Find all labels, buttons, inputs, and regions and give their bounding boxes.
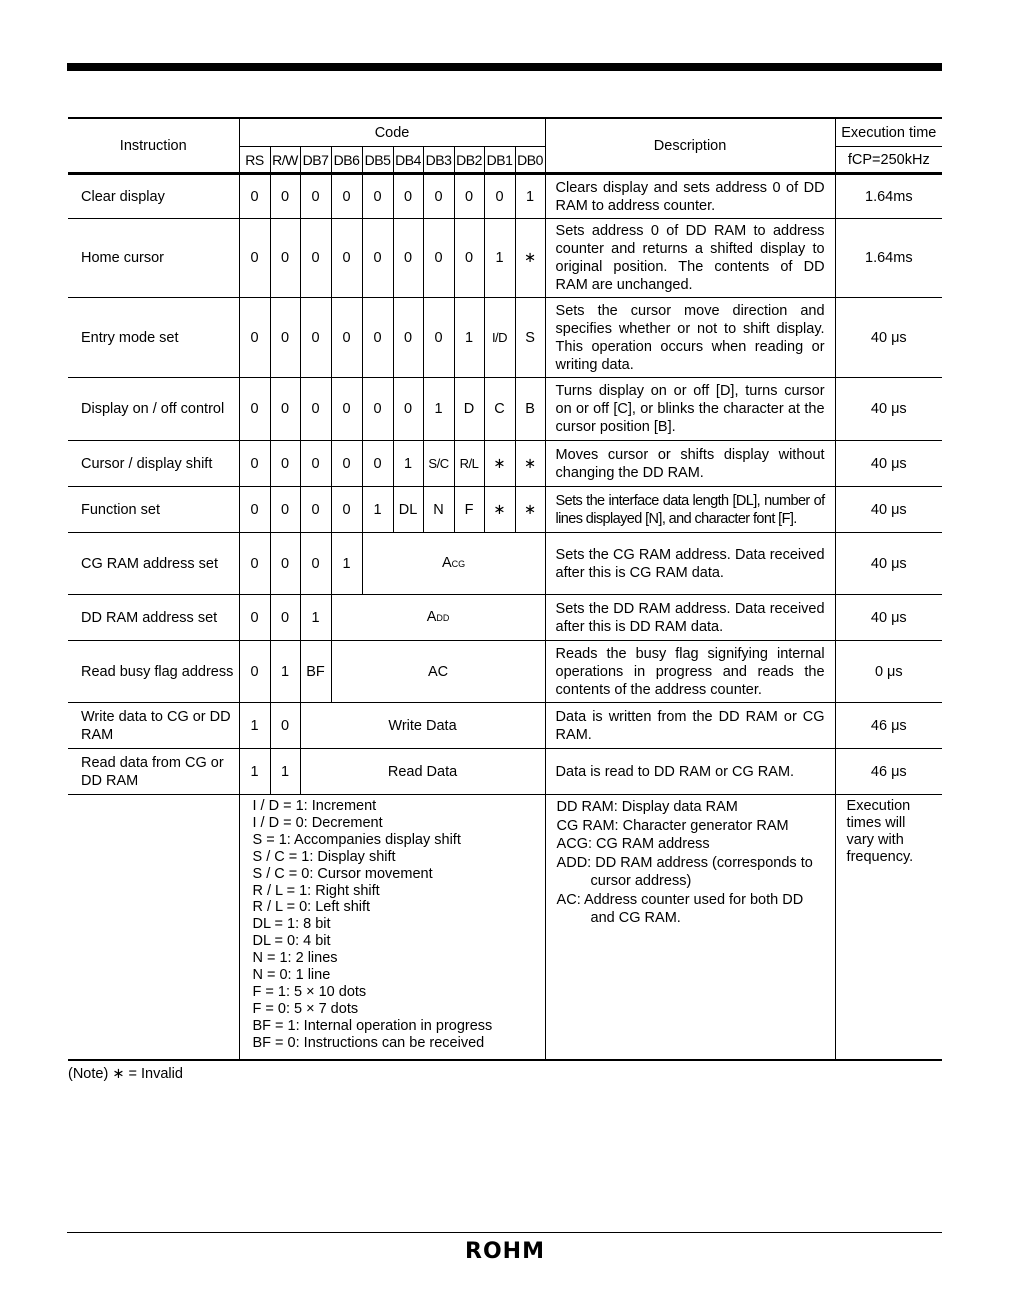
code-legend-item: F = 1: 5 × 10 dots: [252, 983, 367, 1000]
legend-ddram: DD RAM: Display data RAM: [556, 799, 738, 815]
code-legend-item: R / L = 0: Left shift: [252, 899, 371, 916]
execution-time: 40 μs: [835, 441, 942, 487]
legend-blank: [68, 795, 239, 1060]
instruction-description: Clears display and sets address 0 of DD RAM to address counter.: [545, 174, 835, 219]
code-bit: 0: [239, 441, 270, 487]
code-span-field: AC: [331, 641, 545, 703]
bottom-rule: [67, 1232, 942, 1233]
header-execution-time: Execution time: [835, 118, 942, 147]
execution-time: 40 μs: [835, 378, 942, 441]
code-bit: 0: [331, 298, 362, 378]
code-bit: 0: [270, 378, 300, 441]
instruction-name: DD RAM address set: [68, 595, 239, 641]
span-main: A: [426, 609, 437, 625]
code-bit: 1: [454, 298, 484, 378]
code-bit: BF: [300, 641, 331, 703]
instruction-name: Function set: [68, 487, 239, 533]
code-bit: 0: [393, 298, 423, 378]
bit-header-db4: DB4: [393, 147, 423, 174]
code-bit: 1: [300, 595, 331, 641]
code-bit: F: [454, 487, 484, 533]
code-bit: 0: [331, 487, 362, 533]
code-bit: 0: [239, 378, 270, 441]
code-bit: ∗: [515, 441, 545, 487]
code-bit: 0: [239, 595, 270, 641]
code-bit: 0: [270, 595, 300, 641]
instruction-description: Sets the interface data length [DL], number of lines displayed [N], and character font [F].: [545, 487, 835, 533]
code-legend-item: S = 1: Accompanies display shift: [252, 831, 461, 848]
code-legend-item: R / L = 1: Right shift: [252, 882, 380, 899]
code-bit: R/L: [454, 441, 484, 487]
code-legend-item: S / C = 1: Display shift: [252, 848, 396, 865]
description-legend: [545, 795, 835, 1060]
code-legend-item: I / D = 0: Decrement: [252, 814, 383, 831]
code-bit: 0: [239, 487, 270, 533]
code-bit: 0: [270, 219, 300, 298]
code-bit: 0: [484, 174, 515, 219]
code-bit: 0: [300, 487, 331, 533]
description-legend-list: [546, 795, 835, 928]
code-bit: S: [515, 298, 545, 378]
code-bit: DL: [393, 487, 423, 533]
code-bit: N: [423, 487, 454, 533]
code-legend-item: N = 0: 1 line: [252, 967, 331, 984]
table-row: [68, 441, 942, 487]
code-bit: 0: [423, 219, 454, 298]
span-subscript: CG: [451, 559, 466, 569]
legend-add: ADD: DD RAM address (corresponds to: [556, 854, 813, 871]
execution-time: 40 μs: [835, 533, 942, 595]
code-bit: D: [454, 378, 484, 441]
code-bit: 0: [393, 378, 423, 441]
code-bit: 0: [423, 298, 454, 378]
code-bit: 1: [270, 749, 300, 795]
instruction-description: Sets the cursor move direction and specifies whether or not to shift display. This operation occurs when reading or writing data.: [545, 298, 835, 378]
code-bit: ∗: [484, 441, 515, 487]
code-bit: 0: [239, 533, 270, 595]
top-rule: [67, 63, 942, 71]
code-bit: 0: [454, 219, 484, 298]
code-bit: 1: [393, 441, 423, 487]
instruction-name: CG RAM address set: [68, 533, 239, 595]
code-bit: 0: [362, 378, 393, 441]
code-bit: 0: [270, 174, 300, 219]
instruction-table: [68, 117, 942, 1061]
header-description: Description: [545, 118, 835, 174]
code-span-field: [331, 595, 545, 641]
span-main: A: [441, 555, 452, 571]
execution-time: 40 μs: [835, 298, 942, 378]
rohm-logo: [456, 1239, 554, 1265]
table-row: [68, 378, 942, 441]
code-span-field: Read Data: [300, 749, 545, 795]
code-bit: 0: [270, 487, 300, 533]
instruction-name: Home cursor: [68, 219, 239, 298]
instruction-description: Moves cursor or shifts display without changing the DD RAM.: [545, 441, 835, 487]
table-row: [68, 595, 942, 641]
code-bit: 1: [331, 533, 362, 595]
legend-add-cont: cursor address): [590, 873, 692, 889]
code-legend-item: I / D = 1: Increment: [252, 798, 377, 814]
code-bit: 0: [300, 219, 331, 298]
code-bit: 1: [239, 703, 270, 749]
code-legend-item: F = 0: 5 × 7 dots: [252, 1000, 359, 1017]
execution-time: 1.64ms: [835, 219, 942, 298]
execution-legend-text: Execution times will vary with frequency.: [846, 798, 914, 865]
instruction-name: Read data from CG or DD RAM: [68, 749, 239, 795]
code-bit: 0: [239, 298, 270, 378]
legend-ac-cont: and CG RAM.: [590, 910, 681, 926]
table-row: [68, 641, 942, 703]
table-row: [68, 703, 942, 749]
table-row: [68, 298, 942, 378]
header-code: Code: [239, 118, 545, 147]
table-row: [68, 219, 942, 298]
code-bit: 0: [331, 378, 362, 441]
instruction-description: Data is read to DD RAM or CG RAM.: [545, 749, 835, 795]
code-bit: I/D: [484, 298, 515, 378]
legend-row: [68, 795, 942, 1060]
code-legend-item: DL = 0: 4 bit: [252, 933, 331, 950]
code-bit: 0: [239, 219, 270, 298]
code-legend-item: N = 1: 2 lines: [252, 950, 338, 967]
logo-text: ROHM: [465, 1239, 545, 1264]
code-bit: B: [515, 378, 545, 441]
table-row: [68, 487, 942, 533]
instruction-description: Turns display on or off [D], turns cursor on or off [C], or blinks the character at the cursor position [B].: [545, 378, 835, 441]
code-bit: S/C: [423, 441, 454, 487]
code-bit: 0: [270, 533, 300, 595]
code-bit: 0: [300, 441, 331, 487]
bit-header-rs: RS: [239, 147, 270, 174]
bit-header-rw: R/W: [270, 147, 300, 174]
code-span-field: [362, 533, 545, 595]
bit-header-db2: DB2: [454, 147, 484, 174]
instruction-description: Data is written from the DD RAM or CG RAM.: [545, 703, 835, 749]
code-bit: ∗: [484, 487, 515, 533]
table-row: [68, 533, 942, 595]
code-bit: ∗: [515, 487, 545, 533]
bit-header-db3: DB3: [423, 147, 454, 174]
code-bit: 1: [239, 749, 270, 795]
code-bit: 0: [239, 641, 270, 703]
code-bit: ∗: [515, 219, 545, 298]
code-bit: 0: [331, 441, 362, 487]
code-bit: 0: [270, 298, 300, 378]
bit-header-db1: DB1: [484, 147, 515, 174]
code-bit: 0: [331, 174, 362, 219]
execution-time: 46 μs: [835, 703, 942, 749]
instruction-description: Sets the DD RAM address. Data received after this is DD RAM data.: [545, 595, 835, 641]
instruction-description: Sets the CG RAM address. Data received after this is CG RAM data.: [545, 533, 835, 595]
execution-time: 1.64ms: [835, 174, 942, 219]
bit-header-db5: DB5: [362, 147, 393, 174]
bit-header-db0: DB0: [515, 147, 545, 174]
bit-header-db7: DB7: [300, 147, 331, 174]
code-bit: 0: [239, 174, 270, 219]
freq-text: fCP=250kHz: [847, 151, 930, 168]
execution-time: 0 μs: [835, 641, 942, 703]
code-bit: 0: [300, 533, 331, 595]
code-legend-item: DL = 1: 8 bit: [252, 916, 331, 933]
code-bit: 1: [362, 487, 393, 533]
code-bit: 0: [270, 703, 300, 749]
code-bit: 0: [454, 174, 484, 219]
header-frequency: [835, 147, 942, 174]
instruction-name: Display on / off control: [68, 378, 239, 441]
code-legend-list: [240, 795, 545, 1052]
code-bit: 0: [423, 174, 454, 219]
code-bit: 0: [393, 174, 423, 219]
span-subscript: DD: [436, 613, 450, 623]
code-bit: 0: [362, 298, 393, 378]
instruction-name: Clear display: [68, 174, 239, 219]
code-legend-item: BF = 0: Instructions can be received: [252, 1034, 485, 1051]
code-legend-item: BF = 1: Internal operation in progress: [252, 1017, 493, 1034]
code-bit: 1: [270, 641, 300, 703]
execution-time: 46 μs: [835, 749, 942, 795]
code-bit: 0: [300, 298, 331, 378]
instruction-description: Sets address 0 of DD RAM to address counter and returns a shifted display to original position. The contents of DD RAM are unchanged.: [545, 219, 835, 298]
execution-time: 40 μs: [835, 595, 942, 641]
code-bit: 1: [484, 219, 515, 298]
code-legend-item: S / C = 0: Cursor movement: [252, 865, 433, 882]
instruction-name: Cursor / display shift: [68, 441, 239, 487]
instruction-name: Write data to CG or DD RAM: [68, 703, 239, 749]
code-bit: 0: [362, 441, 393, 487]
header-instruction: Instruction: [68, 118, 239, 174]
table-row: [68, 749, 942, 795]
invalid-note: (Note) ∗ = Invalid: [68, 1066, 183, 1082]
code-bit: 0: [300, 378, 331, 441]
code-bit: 0: [393, 219, 423, 298]
code-bit: 1: [515, 174, 545, 219]
instruction-description: Reads the busy flag signifying internal operations in progress and reads the contents of the address counter.: [545, 641, 835, 703]
bit-header-db6: DB6: [331, 147, 362, 174]
header-row-1: [68, 118, 942, 147]
instruction-name: Entry mode set: [68, 298, 239, 378]
execution-time: 40 μs: [835, 487, 942, 533]
code-bit: 0: [362, 174, 393, 219]
code-bit: 1: [423, 378, 454, 441]
code-bit: 0: [300, 174, 331, 219]
execution-legend: [835, 795, 942, 1060]
code-span-field: Write Data: [300, 703, 545, 749]
code-bit: 0: [362, 219, 393, 298]
legend-cgram: CG RAM: Character generator RAM: [556, 817, 789, 834]
instruction-name: Read busy flag address: [68, 641, 239, 703]
table-row: [68, 174, 942, 219]
code-bit: C: [484, 378, 515, 441]
code-bit: 0: [331, 219, 362, 298]
code-legend: [239, 795, 545, 1060]
code-bit: 0: [270, 441, 300, 487]
legend-acg: ACG: CG RAM address: [556, 836, 710, 852]
legend-ac: AC: Address counter used for both DD: [556, 891, 804, 908]
